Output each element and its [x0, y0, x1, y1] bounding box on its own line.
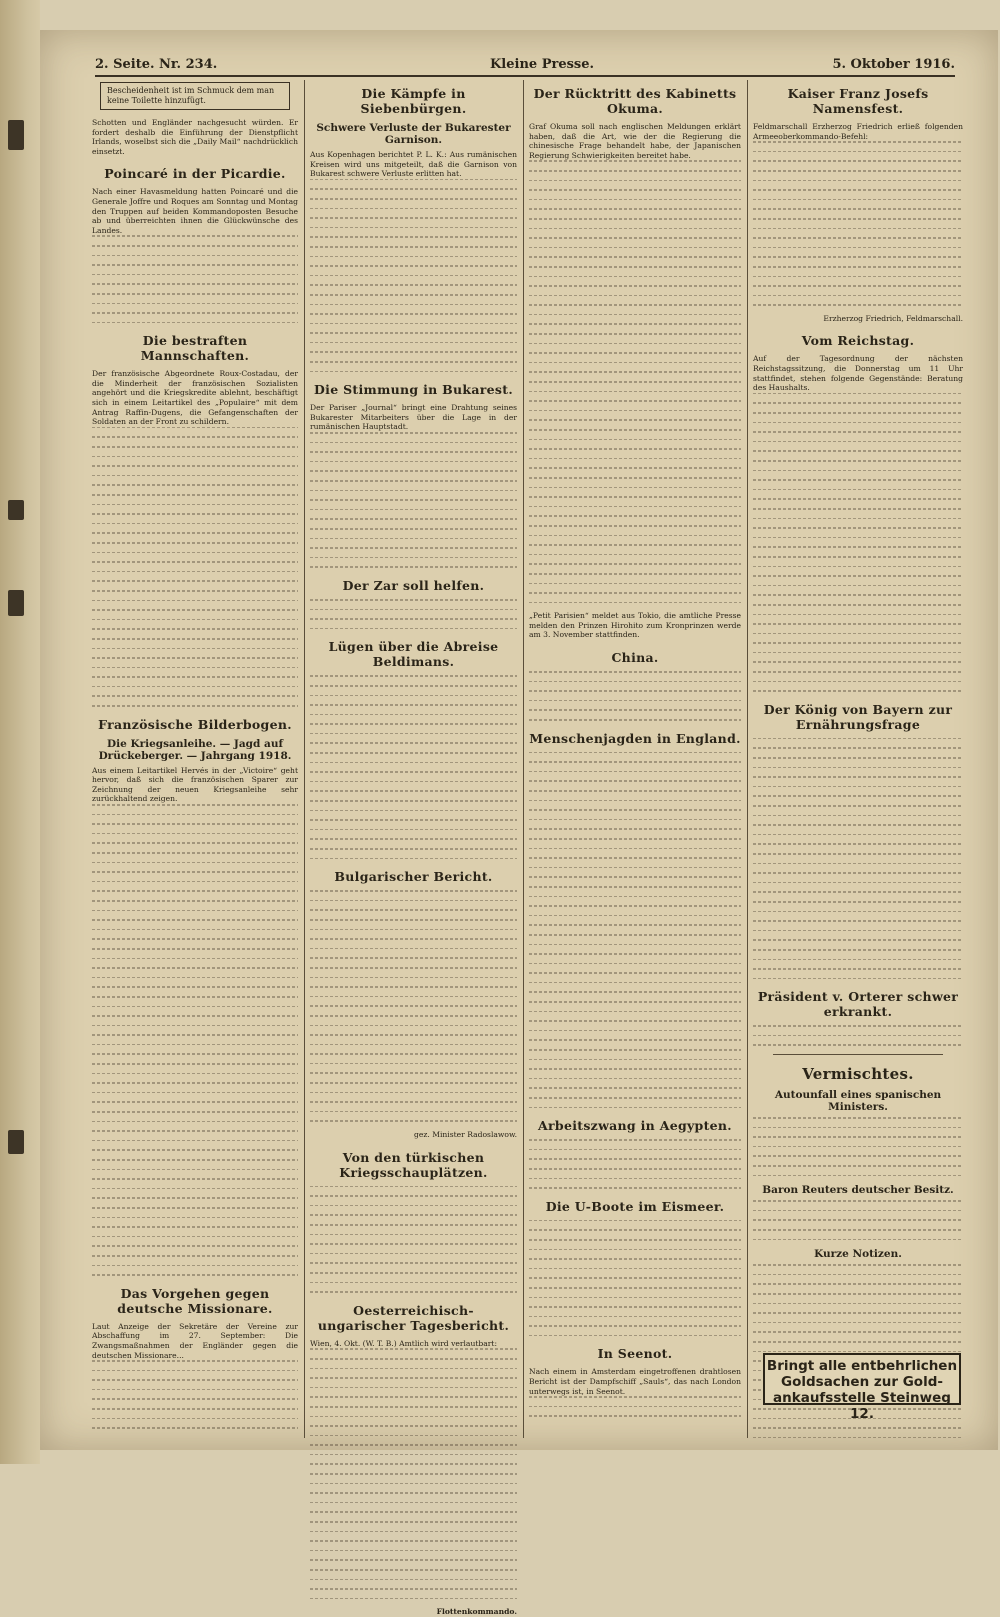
page-header — [95, 55, 955, 77]
signature: Flottenkommando. — [436, 1607, 517, 1617]
text-lines — [753, 141, 963, 306]
headline-aegypten: Arbeitszwang in Aegypten. — [538, 1118, 732, 1134]
headline-siebenbuergen: Die Kämpfe in Siebenbürgen. — [360, 86, 467, 116]
article-text: Der Pariser „Journal“ bringt eine Drahtung seines Bukarester Mitarbeiters über die Lage in der rumänischen Hauptstadt. — [310, 403, 517, 432]
text-lines — [310, 432, 517, 568]
column-divider — [747, 80, 748, 1438]
text-lines — [310, 1348, 517, 1599]
text-lines — [92, 235, 298, 323]
article-text: Schotten und Engländer nachgesucht würden. Er fordert deshalb die Einführung der Dienstpflicht Irlands, woselbst sich die „Daily Mail“ nachdrücklich einsetzt. — [92, 118, 298, 156]
headline-bulgarisch: Bulgarischer Bericht. — [334, 869, 493, 885]
headline-china: China. — [611, 650, 659, 666]
column-divider — [304, 80, 305, 1438]
text-lines — [310, 675, 517, 859]
text-lines — [529, 1139, 741, 1189]
issue-date: 5. Oktober 1916. — [832, 57, 955, 72]
signature: Erzherzog Friedrich, Feldmarschall. — [823, 313, 963, 323]
article-text: Graf Okuma soll nach englischen Meldungen erklärt haben, daß die Art, wie der die Regierung die chinesische Frage behandelt habe, der Japanischen Regierung Schwierigkeiten bereitet habe. — [529, 122, 741, 160]
section-vermischtes: Vermischtes. — [802, 1065, 914, 1084]
headline-reichstag: Vom Reichstag. — [801, 333, 915, 349]
text-lines — [529, 160, 741, 603]
headline-missionare: Das Vorgehen gegen deutsche Missionare. — [117, 1285, 273, 1316]
text-lines — [753, 393, 963, 692]
article-text: Nach einer Havasmeldung hatten Poincaré und die Generale Joffre und Roques am Sonntag und Montag den Truppen auf beiden Kommandoposten Besuche ab und überreichten ihnen die Glückwünsche des Landes. — [92, 187, 298, 235]
text-lines — [92, 1360, 298, 1429]
headline-oesterreich: Oesterreichisch-ungarischer Tagesbericht. — [317, 1302, 510, 1333]
article-text: Aus einem Leitartikel Hervés in der „Victoire“ geht hervor, daß sich die französischen Sparer zur Zeichnung der neuen Kriegsanleihe sehr zurückhaltend zeigen. — [92, 765, 298, 804]
headline-seenot: In Seenot. — [597, 1346, 673, 1362]
article-text: Aus Kopenhagen berichtet P. L. K.: Aus rumänischen Kreisen wird uns mitgeteilt, daß die Garnison von Bukarest schwere Verluste erlitten hat. — [310, 150, 517, 179]
headline-bilderbogen: Französische Bilderbogen. — [98, 716, 292, 732]
column-divider — [523, 80, 524, 1438]
text-lines — [92, 427, 298, 707]
column-2 — [310, 76, 517, 1617]
headline-poincare: Poincaré in der Picardie. — [104, 166, 286, 182]
ad-line: ankaufsstelle Steinweg 12. — [773, 1390, 951, 1422]
headline-beldiman: Lügen über die Abreise Beldimans. — [328, 639, 499, 670]
column-1 — [92, 76, 298, 1464]
notice-box: Bescheidenheit ist im Schmuck dem man keine Toilette hinzufügt. — [100, 82, 290, 110]
text-lines — [310, 599, 517, 629]
text-lines — [753, 738, 963, 979]
divider — [773, 1054, 943, 1055]
headline-tuerkisch: Von den türkischen Kriegsschauplätzen. — [339, 1149, 488, 1180]
gold-advertisement — [763, 1353, 961, 1422]
page-number: 2. Seite. Nr. 234. — [95, 57, 218, 72]
headline-zar: Der Zar soll helfen. — [342, 577, 485, 593]
headline-orterer: Präsident v. Orterer schwer erkrankt. — [757, 989, 959, 1020]
article-text: Auf der Tagesordnung der nächsten Reichstagssitzung, die Donnerstag um 11 Uhr stattfindet, stehen folgende Gegenstände: Beratung des Haushalts. — [753, 354, 963, 393]
article-text: Der französische Abgeordnete Roux-Costadau, der die Minderheit der französischen Sozialisten angehört und die Kriegskredite ablehnt, beschäftigt sich in einem Leitartikel des „Populaire“ mit dem Antrag Raffin-Dugens, die Gefangenschaften der Soldaten an der Front zu schildern. — [92, 369, 298, 427]
headline-menschenjagden: Menschenjagden in England. — [529, 730, 741, 746]
ad-line: Goldsachen zur Gold- — [781, 1374, 943, 1390]
text-lines — [310, 890, 517, 1122]
page-binding-edge — [0, 0, 40, 1464]
text-lines — [92, 804, 298, 1276]
column-4 — [753, 76, 963, 1344]
text-lines — [310, 179, 517, 372]
headline-kurze-notizen: Kurze Notizen. — [814, 1248, 902, 1261]
headline-uboote: Die U-Boote im Eismeer. — [545, 1198, 725, 1214]
article-text: Laut Anzeige der Sekretäre der Vereine zur Abschaffung im 27. September: Die Zwangsmaßnahmen der Engländer gegen die deutschen Missionare... — [92, 1321, 298, 1360]
text-lines — [529, 1396, 741, 1417]
article-text: Wien, 4. Okt. (W. T. B.) Amtlich wird verlautbart: — [310, 1338, 498, 1348]
text-lines — [753, 1025, 963, 1046]
text-lines — [529, 1220, 741, 1337]
article-text: Nach einem in Amsterdam eingetroffenen drahtlosen Bericht ist der Dampfschiff „Sauls“, das nach London unterwegs ist, in Seenot. — [529, 1367, 741, 1396]
text-lines — [310, 1186, 517, 1293]
headline-koenig-bayern: Der König von Bayern zur Ernährungsfrage — [763, 701, 953, 732]
headline-autounfall: Autounfall eines spanischen Ministers. — [774, 1089, 942, 1114]
signature: gez. Minister Radoslawow. — [414, 1130, 517, 1140]
text-lines — [529, 671, 741, 721]
headline-reuter: Baron Reuters deutscher Besitz. — [762, 1184, 954, 1197]
text-lines — [529, 752, 741, 1109]
headline-bestraft: Die bestraften Mannschaften. — [140, 333, 250, 364]
article-text: „Petit Parisien“ meldet aus Tokio, die amtliche Presse melden den Prinzen Hirohito zum Kronprinzen werde am 3. November stattfinden. — [529, 611, 741, 640]
ad-line: Bringt alle entbehrlichen — [766, 1358, 958, 1374]
headline-okuma: Der Rücktritt des Kabinetts Okuma. — [533, 86, 737, 116]
article-text: Feldmarschall Erzherzog Friedrich erließ folgenden Armeeoberkommando-Befehl: — [753, 122, 963, 141]
subheadline-kriegsanleihe: Die Kriegsanleihe. — Jagd auf Drückeberger. — Jahrgang 1918. — [98, 737, 292, 762]
subheadline-garnison: Schwere Verluste der Bukarester Garnison. — [316, 122, 511, 146]
headline-stimmung: Die Stimmung in Bukarest. — [314, 382, 513, 398]
column-3 — [529, 76, 741, 1464]
text-lines — [753, 1117, 963, 1176]
text-lines — [753, 1200, 963, 1240]
headline-kaiser: Kaiser Franz Josefs Namensfest. — [787, 86, 929, 116]
masthead: Kleine Presse. — [490, 57, 595, 72]
